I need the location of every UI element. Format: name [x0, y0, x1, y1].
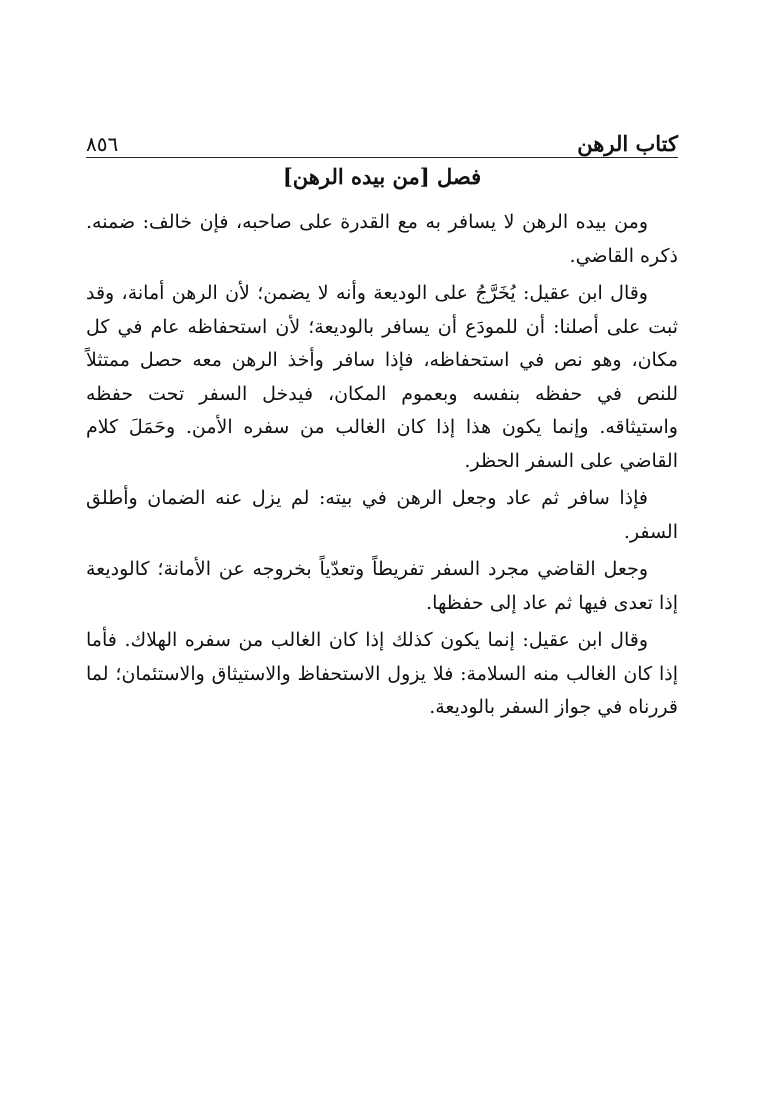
page-number: ٨٥٦ [86, 132, 119, 156]
running-header [86, 124, 678, 156]
paragraph: ومن بيده الرهن لا يسافر به مع القدرة على صاحبه، فإن خالف: ضمنه. ذكره القاضي. [86, 211, 678, 267]
paragraph: وقال ابن عقيل: يُخَرَّجُ على الوديعة وأنه لا يضمن؛ لأن الرهن أمانة، وقد ثبت على أصلنا: أن للمودَع أن يسافر بالوديعة؛ لأن استحفاظه عام في كل مكان، وهو نص في استحفاظه، فإذا سافر وأخذ الرهن معه حصل ممتثلاً للنص في حفظه بنفسه وبعموم المكان، فيدخل السفر تحت حفظه واستيثاقه. وإنما يكون هذا إذا كان الغالب من سفره الأمن. وحَمَلَ كلام القاضي على السفر الحظر. [86, 282, 678, 472]
section-title: فصل [من بيده الرهن] [282, 164, 482, 189]
paragraph: وجعل القاضي مجرد السفر تفريطاً وتعدّياً بخروجه عن الأمانة؛ كالوديعة إذا تعدى فيها ثم عاد إلى حفظها. [86, 558, 678, 614]
book-title: كتاب الرهن [577, 131, 678, 156]
header-rule [86, 157, 678, 158]
paragraph: فإذا سافر ثم عاد وجعل الرهن في بيته: لم يزل عنه الضمان وأطلق السفر. [86, 487, 678, 543]
paragraph: وقال ابن عقيل: إنما يكون كذلك إذا كان الغالب من سفره الهلاك. فأما إذا كان الغالب منه السلامة: فلا يزول الاستحفاظ والاستيثاق والاستئمان؛ لما قررناه في جواز السفر بالوديعة. [86, 629, 678, 718]
body-text [86, 206, 678, 729]
